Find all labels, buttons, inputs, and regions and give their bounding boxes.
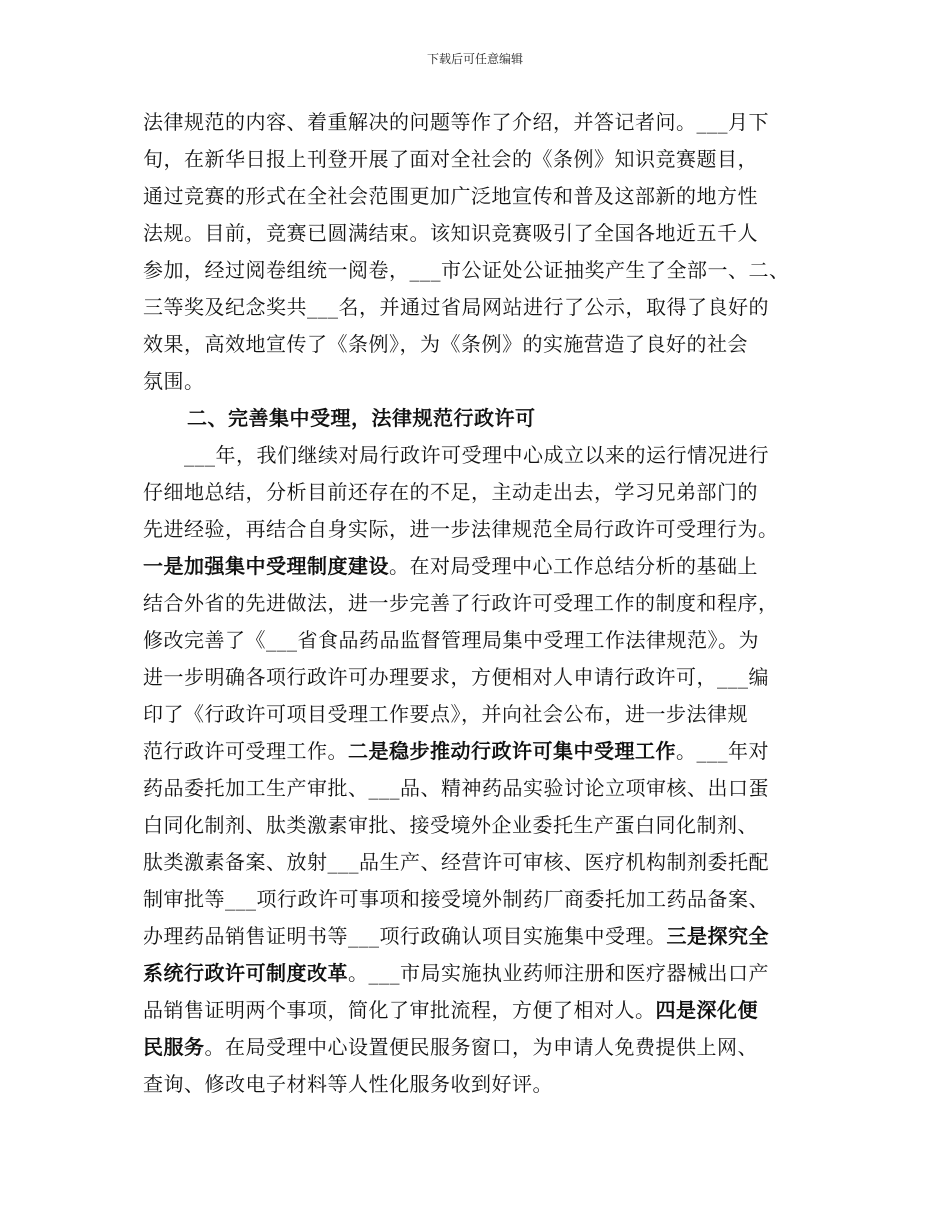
text-segment: 肽类激素备案、放射___品生产、经营许可审核、医疗机构制剂委托配 — [143, 850, 769, 874]
text-line — [143, 733, 833, 770]
text-line — [143, 548, 833, 585]
text-line — [143, 955, 833, 992]
text-line — [143, 215, 833, 252]
text-line — [143, 511, 833, 548]
bold-phrase: 一是加强集中受理制度建设 — [143, 554, 389, 578]
text-line — [143, 104, 833, 141]
text-segment: 法规。目前，竞赛已圆满结束。该知识竞赛吸引了全国各地近五千人 — [143, 221, 758, 245]
bold-phrase: 二是稳步推动行政许可集中受理工作 — [348, 739, 676, 763]
bold-phrase: 三是探究全 — [666, 924, 769, 948]
text-segment: 法律规范的内容、着重解决的问题等作了介绍，并答记者问。___月下 — [143, 110, 769, 134]
text-line — [143, 659, 833, 696]
text-segment: 结合外省的先进做法，进一步完善了行政许可受理工作的制度和程序， — [143, 591, 779, 615]
section-heading — [143, 400, 833, 437]
text-line — [143, 1029, 833, 1066]
text-line — [143, 992, 833, 1029]
text-segment: ___年，我们继续对局行政许可受理中心成立以来的运行情况进行 — [184, 443, 769, 467]
text-segment: 修改完善了《___省食品药品监督管理局集中受理工作法律规范》。为 — [143, 628, 759, 652]
bold-phrase: 二、完善集中受理，法律规范行政许可 — [187, 406, 536, 430]
text-line — [143, 622, 833, 659]
text-line — [143, 1066, 833, 1103]
text-segment: 。___市局实施执业药师注册和医疗器械出口产 — [348, 961, 769, 985]
text-line — [143, 696, 833, 733]
text-segment: 制审批等___项行政许可事项和接受境外制药厂商委托加工药品备案、 — [143, 887, 769, 911]
bold-phrase: 四是深化便 — [655, 998, 758, 1022]
text-segment: 。在局受理中心设置便民服务窗口，为申请人免费提供上网、 — [204, 1035, 758, 1059]
text-line — [143, 881, 833, 918]
text-segment: 办理药品销售证明书等___项行政确认项目实施集中受理。 — [143, 924, 667, 948]
text-line — [143, 289, 833, 326]
text-segment: 品销售证明两个事项，简化了审批流程，方便了相对人。 — [143, 998, 656, 1022]
text-segment: 三等奖及纪念奖共___名，并通过省局网站进行了公示，取得了良好的 — [143, 295, 769, 319]
text-line — [143, 770, 833, 807]
text-line — [143, 326, 833, 363]
text-line — [143, 844, 833, 881]
text-segment: 药品委托加工生产审批、___品、精神药品实验讨论立项审核、出口蛋 — [143, 776, 769, 800]
text-segment: 氛围。 — [143, 369, 205, 393]
text-segment: 旬，在新华日报上刊登开展了面对全社会的《条例》知识竞赛题目， — [143, 147, 758, 171]
text-line — [143, 918, 833, 955]
text-segment: 范行政许可受理工作。 — [143, 739, 348, 763]
text-segment: 。___年对 — [676, 739, 769, 763]
text-segment: 查询、修改电子材料等人性化服务收到好评。 — [143, 1072, 553, 1096]
text-line — [143, 474, 833, 511]
document-body — [143, 104, 833, 1103]
text-segment: 通过竞赛的形式在全社会范围更加广泛地宣传和普及这部新的地方性 — [143, 184, 758, 208]
text-segment: 仔细地总结，分析目前还存在的不足，主动走出去，学习兄弟部门的 — [143, 480, 758, 504]
text-segment: 效果，高效地宣传了《条例》，为《条例》的实施营造了良好的社会 — [143, 332, 748, 356]
text-segment: 进一步明确各项行政许可办理要求，方便相对人申请行政许可，___编 — [143, 665, 769, 689]
text-line — [143, 178, 833, 215]
header-note: 下载后可任意编辑 — [426, 52, 523, 66]
text-segment: 参加，经过阅卷组统一阅卷，___市公证处公证抽奖产生了全部一、二、 — [143, 258, 790, 282]
text-segment: 白同化制剂、肽类激素审批、接受境外企业委托生产蛋白同化制剂、 — [143, 813, 758, 837]
text-line — [143, 807, 833, 844]
text-line — [143, 252, 833, 289]
text-segment: 。在对局受理中心工作总结分析的基础上 — [389, 554, 758, 578]
text-line — [143, 585, 833, 622]
text-line — [143, 141, 833, 178]
text-line — [143, 437, 833, 474]
text-segment: 印了《行政许可项目受理工作要点》，并向社会公布，进一步法律规 — [143, 702, 748, 726]
text-segment: 先进经验，再结合自身实际，进一步法律规范全局行政许可受理行为。 — [143, 517, 779, 541]
bold-phrase: 民服务 — [143, 1035, 205, 1059]
bold-phrase: 系统行政许可制度改革 — [143, 961, 348, 985]
text-line — [143, 363, 833, 400]
